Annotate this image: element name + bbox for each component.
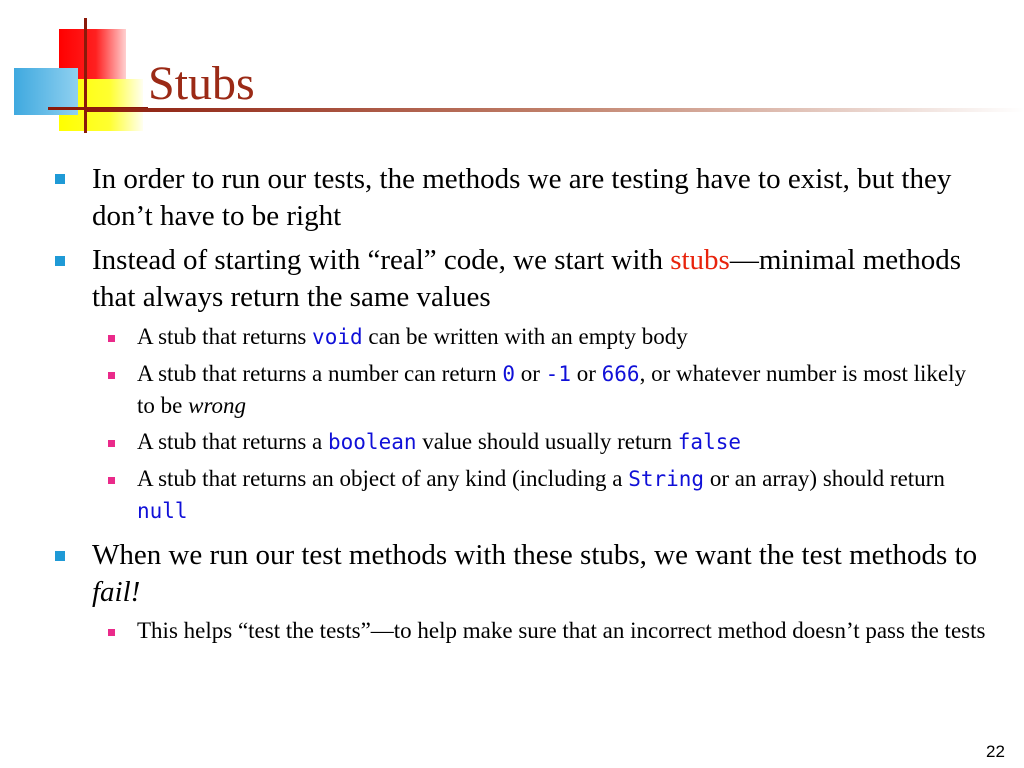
bullet-text: or [570,361,602,386]
bullet-text: In order to run our tests, the methods we are testing have to exist, but they don’t have to be right [92,163,952,232]
bullet-text: or an array) should return [704,466,945,491]
bullet-text: can be written with an empty body [362,324,688,349]
bullet-marker [108,335,115,342]
bullet-text: A stub that returns a number can return [137,361,503,386]
bullet-marker [55,174,65,184]
bullet-text: A stub that returns a [137,429,328,454]
emphasis-text: fail! [92,576,141,608]
bullet-2-3 [137,426,987,458]
bullet-marker [55,256,65,266]
emphasis-text: wrong [188,393,247,418]
bullet-1 [92,161,1002,235]
bullet-marker [108,372,115,379]
bullet-3-1 [137,615,987,646]
slide-logo [0,0,140,140]
code-term: String [628,467,705,491]
bullet-2-2 [137,358,987,421]
page-number: 22 [986,742,1005,761]
bullet-2-4 [137,463,987,527]
code-term: void [312,325,363,349]
bullet-text: This helps “test the tests”—to help make sure that an incorrect method doesn’t pass the tests [137,618,986,643]
code-term: 666 [601,362,640,386]
bullet-text: , or whatever number is most likely to be [137,361,966,418]
bullet-3 [92,537,1002,611]
bullet-text: A stub that returns [137,324,313,349]
bullet-text: —minimal methods that always return the same values [92,244,962,313]
slide-title: Stubs [148,57,255,110]
code-term: null [137,499,188,523]
code-term: -1 [545,362,571,386]
bullet-marker [108,440,115,447]
logo-vertical-line [84,18,87,133]
bullet-marker [108,629,115,636]
bullet-marker [108,477,115,484]
highlighted-term: stubs [670,244,730,276]
bullet-2-1 [137,321,987,353]
bullet-text: A stub that returns an object of any kind (including a [137,466,629,491]
bullet-text: or [515,361,546,386]
bullet-text: Instead of starting with “real” code, we start with [92,244,671,276]
code-term: boolean [328,430,417,454]
code-term: false [677,430,741,454]
code-term: 0 [502,362,515,386]
bullet-text: When we run our test methods with these stubs, we want the test methods to [92,539,978,571]
bullet-text: value should usually return [416,429,678,454]
bullet-2 [92,242,1002,316]
bullet-marker [55,551,65,561]
